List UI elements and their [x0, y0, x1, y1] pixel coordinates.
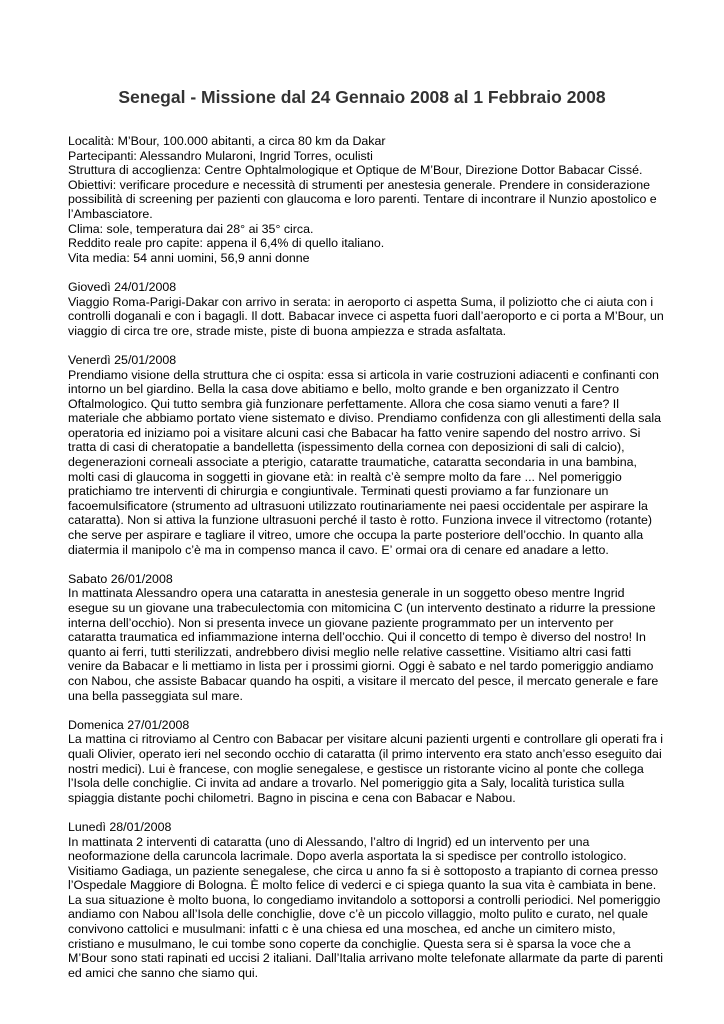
text-line: l’Ospedale Maggiore di Bologna. È molto felice di vederci e ci spiega quanto la sua vita è cambiata in bene.	[68, 878, 657, 893]
text-line: Località: M’Bour, 100.000 abitanti, a circa 80 km da Dakar	[68, 134, 386, 148]
text-line: viaggio di circa tre ore, strade miste, piste di buona ampiezza e strada asfaltata.	[68, 323, 507, 338]
text-line: esegue su un giovane una trabeculectomia con mitomicina C (un intervento destinato a ridurre la pressione	[68, 601, 656, 615]
document-body	[68, 134, 664, 995]
text-line: Viaggio Roma-Parigi-Dakar con arrivo in serata: in aeroporto ci aspetta Suma, il poliziotto che ci aiuta con i	[68, 294, 654, 309]
text-line: Visitiamo Gadiaga, un paziente senegalese, che circa u anno fa si è sottoposto a trapianto di cornea presso	[68, 863, 659, 878]
text-line: cristiano e musulmano, le cui tombe sono coperte da conchiglie. Questa sera si è sparsa la voce che a	[68, 936, 631, 951]
text-line: andiamo con Nabou all’Isola delle conchiglie, dove c’è un piccolo villaggio, molto pulito e curato, nel quale	[68, 907, 648, 922]
text-line: M’Bour sono stati rapinati ed uccisi 2 italiani. Dall’Italia arrivano molte telefonate allarmate da parte di parenti	[68, 951, 664, 966]
paragraph	[68, 718, 664, 806]
text-line: Reddito reale pro capite: appena il 6,4% di quello italiano.	[68, 236, 385, 251]
text-line: nostri medici). Lui è francese, con moglie senegalese, e gestisce un ristorante vicino al ponte che collega	[68, 761, 644, 776]
text-line: Vita media: 54 anni uomini, 56,9 anni donne	[68, 250, 310, 265]
text-line: intorno un bel giardino. Bella la casa dove abitiamo e bello, molto grande e ben organizzato il Centro	[68, 382, 620, 397]
text-line: Clima: sole, temperatura dai 28° ai 35° circa.	[68, 221, 314, 236]
text-line: In mattinata Alessandro opera una cataratta in anestesia generale in un soggetto obeso mentre Ingrid	[68, 586, 625, 601]
paragraph	[68, 572, 664, 703]
text-line: molti casi di glaucoma in soggetti in giovane età: in realtà c’è sempre molto da fare ... Nel pomeriggio	[68, 469, 622, 484]
text-line: Oftalmologico. Qui tutto sembra già funzionare perfettamente. Allora che cosa siamo venuti a fare? Il	[68, 396, 619, 411]
text-line: l’Isola delle conchiglie. Ci invita ad andare a trovarlo. Nel pomeriggio gita a Saly, località turistica sulla	[68, 776, 625, 791]
text-line: controlli doganali e con i bagagli. Il dott. Babacar invece ci aspetta fuori dall’aeroporto e ci porta a M’Bour, un	[68, 309, 664, 324]
text-line: spiaggia distante pochi chilometri. Bagno in piscina e cena con Babacar e Nabou.	[68, 790, 516, 805]
text-line: cataratta). Non si attiva la funzione ultrasuoni perché il tasto è rotto. Funziona invece il vitrectomo (rotante)	[68, 513, 653, 528]
paragraph	[68, 820, 664, 981]
text-line: con Nabou, che assiste Babacar quando ha ospiti, a visitare il mercato del pesce, il mercato generale e fare	[68, 673, 659, 688]
text-line: Prendiamo visione della struttura che ci ospita: essa si articola in varie costruzioni adiacenti e confinanti con	[68, 367, 659, 382]
text-line: interna dell’occhio). Non si presenta invece un giovane paziente programmato per un intervento per	[68, 615, 614, 630]
text-line: venire da Babacar e li mettiamo in lista per i prossimi giorni. Oggi è sabato e nel tardo pomeriggio andiamo	[68, 659, 654, 674]
date-heading-line: Lunedì 28/01/2008	[68, 819, 172, 834]
text-line: Obiettivi: verificare procedure e necessità di strumenti per anestesia generale. Prendere in considerazione	[68, 177, 650, 192]
date-heading-line: Venerdì 25/01/2008	[68, 352, 177, 367]
paragraph	[68, 134, 664, 265]
text-line: l’Ambasciatore.	[68, 206, 153, 221]
text-line: facoemulsificatore (strumento ad ultrasuoni utilizzato routinariamente nei paesi occidentale per aspirare la	[68, 498, 648, 513]
date-heading-line: Giovedì 24/01/2008	[68, 279, 177, 294]
text-line: La sua situazione è molto buona, lo congediamo invitandolo a sottoporsi a controlli periodici. Nel pomeriggio	[68, 892, 661, 907]
paragraph	[68, 280, 664, 338]
text-line: operatoria ed iniziamo poi a visitare alcuni casi che Babacar ha fatto venire sapendo del nostro arrivo. Si	[68, 425, 641, 440]
text-line: cataratta traumatica ed infiammazione interna dell’occhio. Qui il concetto di tempo è diverso del nostro! In	[68, 630, 646, 645]
document-title: Senegal - Missione dal 24 Gennaio 2008 al 1 Febbraio 2008	[118, 87, 606, 107]
text-line: Partecipanti: Alessandro Mularoni, Ingrid Torres, oculisti	[68, 148, 373, 163]
text-line: diatermia il manipolo c’è ma in compenso manca il cavo. E’ ormai ora di cenare ed anadare a letto.	[68, 542, 609, 557]
text-line: La mattina ci ritroviamo al Centro con Babacar per visitare alcuni pazienti urgenti e controllare gli operati fra i	[68, 732, 664, 747]
text-line: convivono cattolici e musulmani: infatti c è una chiesa ed una moschea, ed anche un cimitero misto,	[68, 922, 616, 937]
date-heading-line: Sabato 26/01/2008	[68, 571, 173, 586]
text-line: che serve per aspirare e tagliare il vitreo, umore che occupa la parte posteriore dell’occhio. In quanto alla	[68, 528, 644, 543]
text-line: tratta di casi di cheratopatie a bandelletta (ispessimento della cornea con deposizioni di sali di calcio),	[68, 440, 625, 455]
text-line: degenerazioni corneali associate a pterigio, cataratte traumatiche, cataratta secondaria in una bambina,	[68, 455, 637, 470]
text-line: In mattinata 2 interventi di cataratta (uno di Alessando, l’altro di Ingrid) ed un intervento per una	[68, 834, 590, 849]
date-heading-line: Domenica 27/01/2008	[68, 717, 190, 732]
paragraph	[68, 353, 664, 557]
text-line: materiale che abbiamo portato viene sistemato e diviso. Prendiamo confidenza con gli allestimenti della sala	[68, 411, 662, 426]
text-line: quanto ai ferri, tutti sterilizzati, andrebbero divisi meglio nelle relative cassettine. Visitiamo altri casi fatti	[68, 644, 632, 659]
text-line: una bella passeggiata sul mare.	[68, 688, 243, 703]
text-line: Struttura di accoglienza: Centre Ophtalmologique et Optique de M’Bour, Direzione Dottor Babacar Cissé.	[68, 163, 643, 178]
text-line: quali Olivier, operato ieri nel secondo occhio di cataratta (il primo intervento era stato anch’esso eseguito dai	[68, 746, 662, 761]
text-line: ed amici che sanno che siamo qui.	[68, 965, 259, 980]
text-line: neoformazione della caruncola lacrimale. Dopo averla asportata la si spedisce per controllo istologico.	[68, 849, 627, 864]
text-line: pratichiamo tre interventi di chirurgia e congiuntivale. Terminati questi proviamo a far funzionare un	[68, 484, 609, 499]
text-line: possibilità di screening per pazienti con glaucoma e loro parenti. Tentare di incontrare il Nunzio apostolico e	[68, 192, 657, 207]
